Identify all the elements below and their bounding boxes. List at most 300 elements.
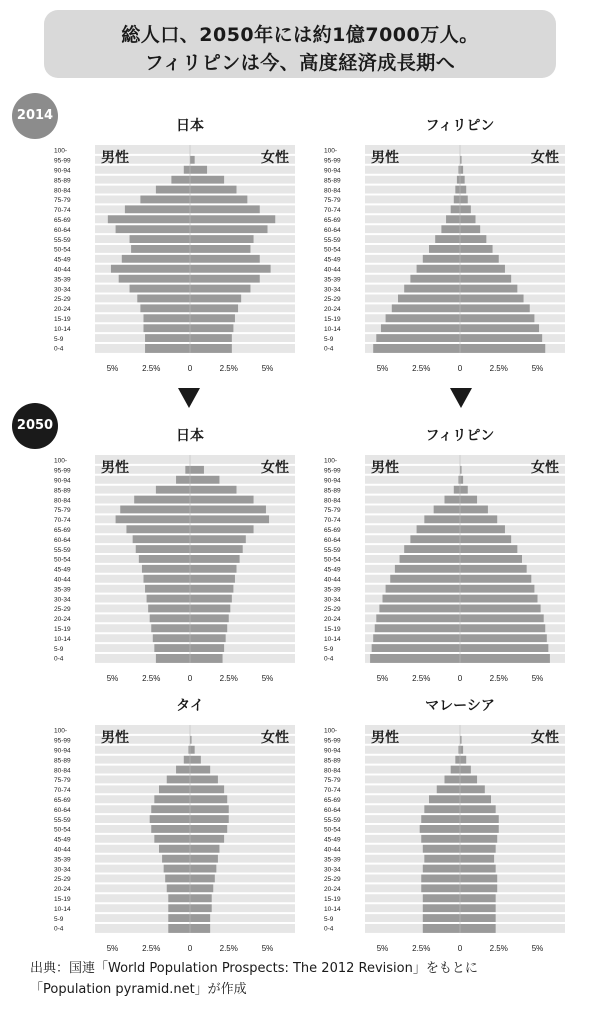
x-tick-label: 2.5%	[142, 363, 161, 373]
bar-female	[190, 165, 207, 175]
age-label: 50-54	[324, 556, 341, 564]
bar-male	[375, 623, 460, 633]
bar-male	[185, 465, 190, 475]
age-label: 5-9	[324, 645, 334, 653]
bar-male	[446, 214, 460, 224]
bar-female	[460, 495, 477, 505]
age-label: 25-29	[54, 876, 71, 884]
bar-female	[190, 794, 227, 804]
age-label: 30-34	[324, 286, 341, 294]
age-label: 20-24	[324, 306, 341, 314]
bar-male	[423, 254, 460, 264]
age-label: 55-59	[324, 236, 341, 244]
bar-male	[162, 854, 190, 864]
bar-male	[150, 814, 190, 824]
source-line-1: 出典：国連「World Population Prospects: The 2012 Revision」をもとに	[30, 961, 478, 976]
male-label: 男性	[371, 730, 399, 746]
bar-female	[460, 323, 539, 333]
bar-female	[460, 824, 499, 834]
bar-female	[460, 903, 496, 913]
age-label: 80-84	[324, 497, 341, 505]
age-label: 30-34	[324, 596, 341, 604]
female-label: 女性	[261, 460, 289, 476]
age-label: 30-34	[54, 596, 71, 604]
age-label: 10-14	[324, 905, 341, 913]
bar-male	[140, 303, 190, 313]
bar-female	[190, 883, 213, 893]
age-label: 85-89	[324, 487, 341, 495]
age-label: 60-64	[324, 226, 341, 234]
bar-male	[131, 244, 190, 254]
bar-female	[190, 755, 201, 765]
bar-female	[190, 294, 241, 304]
bar-female	[460, 653, 550, 663]
age-label: 60-64	[324, 536, 341, 544]
bar-female	[460, 633, 547, 643]
age-label: 0-4	[324, 345, 334, 353]
bar-male	[379, 604, 460, 614]
bar-male	[184, 165, 190, 175]
bar-male	[151, 623, 190, 633]
age-label: 65-69	[54, 217, 71, 225]
bar-male	[171, 175, 190, 185]
bar-male	[451, 765, 460, 775]
age-label: 55-59	[54, 236, 71, 244]
bar-male	[165, 874, 190, 884]
bar-female	[190, 175, 224, 185]
bar-female	[190, 214, 275, 224]
bar-male	[423, 844, 460, 854]
age-label: 90-94	[324, 167, 341, 175]
bar-male	[147, 594, 190, 604]
age-label: 80-84	[54, 767, 71, 775]
age-label: 75-79	[324, 507, 341, 515]
bar-male	[376, 613, 460, 623]
x-tick-label: 0	[457, 363, 463, 373]
age-label: 60-64	[324, 806, 341, 814]
age-label: 15-19	[324, 316, 341, 324]
bar-male	[153, 633, 190, 643]
bar-male	[372, 643, 460, 653]
female-label: 女性	[261, 730, 289, 746]
bar-male	[390, 574, 460, 584]
age-label: 45-49	[54, 836, 71, 844]
age-label: 85-89	[324, 177, 341, 185]
age-label: 45-49	[324, 566, 341, 574]
bar-male	[373, 343, 460, 353]
bar-male	[370, 653, 460, 663]
bar-female	[190, 804, 229, 814]
age-label: 95-99	[54, 737, 71, 745]
bar-male	[454, 195, 460, 205]
bar-male	[424, 514, 460, 524]
bar-female	[460, 303, 530, 313]
age-label: 55-59	[54, 816, 71, 824]
age-label: 0-4	[54, 345, 64, 353]
bar-female	[190, 313, 235, 323]
bar-male	[142, 564, 190, 574]
x-tick-label: 2.5%	[412, 673, 431, 683]
bar-male	[108, 214, 190, 224]
bar-female	[460, 195, 468, 205]
bar-female	[460, 284, 517, 294]
bar-female	[460, 485, 468, 495]
age-label: 80-84	[324, 187, 341, 195]
age-label: 20-24	[324, 886, 341, 894]
x-tick-label: 0	[187, 673, 193, 683]
age-label: 10-14	[324, 635, 341, 643]
bar-male	[154, 834, 190, 844]
bar-male	[445, 775, 461, 785]
bar-female	[190, 834, 224, 844]
bar-male	[421, 874, 460, 884]
bar-female	[190, 623, 227, 633]
bar-female	[460, 784, 485, 794]
x-tick-label: 2.5%	[489, 673, 508, 683]
age-label: 70-74	[54, 517, 71, 525]
age-label: 70-74	[54, 207, 71, 215]
bar-male	[119, 274, 190, 284]
age-label: 50-54	[54, 556, 71, 564]
age-label: 55-59	[324, 546, 341, 554]
bar-male	[451, 204, 460, 214]
bar-female	[190, 323, 233, 333]
headline-line-2: フィリピンは今、高度経済成長期へ	[144, 52, 456, 74]
age-label: 100-	[54, 727, 68, 735]
age-label: 80-84	[54, 187, 71, 195]
bar-male	[136, 544, 190, 554]
bar-male	[455, 185, 460, 195]
age-label: 50-54	[54, 246, 71, 254]
age-label: 15-19	[324, 896, 341, 904]
bar-female	[460, 333, 542, 343]
age-label: 65-69	[324, 217, 341, 225]
bar-female	[190, 874, 215, 884]
bar-female	[190, 224, 268, 234]
bar-male	[176, 475, 190, 485]
age-label: 45-49	[54, 566, 71, 574]
bar-female	[190, 254, 260, 264]
x-tick-label: 5%	[106, 673, 119, 683]
bar-male	[145, 584, 190, 594]
age-label: 30-34	[54, 866, 71, 874]
bar-female	[190, 913, 210, 923]
bar-male	[156, 185, 190, 195]
bar-female	[460, 274, 511, 284]
pyramid-malaysia-2050	[322, 692, 570, 953]
x-tick-label: 0	[187, 943, 193, 953]
bar-male	[125, 204, 190, 214]
age-label: 85-89	[54, 177, 71, 185]
age-label: 85-89	[324, 757, 341, 765]
bar-male	[168, 913, 190, 923]
x-tick-label: 5%	[106, 363, 119, 373]
bar-female	[190, 244, 250, 254]
x-tick-label: 0	[457, 943, 463, 953]
bar-female	[190, 465, 204, 475]
bar-male	[434, 505, 460, 515]
age-label: 30-34	[324, 866, 341, 874]
bar-female	[460, 343, 545, 353]
age-label: 65-69	[54, 527, 71, 535]
bar-male	[445, 495, 461, 505]
age-label: 20-24	[324, 616, 341, 624]
age-label: 0-4	[324, 655, 334, 663]
bar-female	[190, 204, 260, 214]
male-label: 男性	[101, 460, 129, 476]
bar-female	[190, 495, 254, 505]
bar-male	[159, 844, 190, 854]
age-label: 90-94	[324, 747, 341, 755]
age-label: 90-94	[324, 477, 341, 485]
age-label: 95-99	[54, 467, 71, 475]
x-tick-label: 5%	[261, 363, 274, 373]
bar-female	[190, 195, 247, 205]
age-label: 40-44	[324, 846, 341, 854]
bar-female	[460, 883, 497, 893]
bar-female	[460, 775, 477, 785]
bar-male	[133, 534, 190, 544]
age-label: 90-94	[54, 167, 71, 175]
bar-male	[383, 594, 461, 604]
bar-female	[460, 844, 496, 854]
bar-female	[190, 854, 218, 864]
bar-female	[190, 155, 195, 165]
bar-male	[167, 883, 190, 893]
bar-male	[435, 234, 460, 244]
bar-male	[151, 804, 190, 814]
bar-female	[190, 594, 232, 604]
pyramid-japan-2050	[52, 422, 300, 683]
bar-female	[190, 343, 232, 353]
bar-female	[460, 475, 463, 485]
bar-female	[460, 204, 471, 214]
x-tick-label: 5%	[531, 363, 544, 373]
x-tick-label: 2.5%	[412, 363, 431, 373]
x-tick-label: 5%	[376, 673, 389, 683]
bar-female	[190, 303, 238, 313]
age-label: 35-39	[324, 856, 341, 864]
bar-female	[460, 794, 491, 804]
bar-male	[441, 224, 460, 234]
year-badge-2050: 2050	[12, 403, 58, 449]
age-label: 95-99	[324, 737, 341, 745]
bar-female	[460, 574, 531, 584]
age-label: 10-14	[54, 635, 71, 643]
bar-female	[460, 623, 545, 633]
bar-male	[156, 485, 190, 495]
x-tick-label: 5%	[261, 673, 274, 683]
chart-title: マレーシア	[425, 698, 495, 714]
bar-male	[423, 923, 460, 933]
x-tick-label: 2.5%	[489, 943, 508, 953]
bar-male	[423, 893, 460, 903]
x-tick-label: 2.5%	[142, 943, 161, 953]
x-tick-label: 0	[457, 673, 463, 683]
bar-male	[164, 864, 190, 874]
age-label: 70-74	[324, 207, 341, 215]
bar-female	[190, 784, 224, 794]
x-tick-label: 2.5%	[219, 673, 238, 683]
bar-male	[400, 554, 460, 564]
x-tick-label: 5%	[106, 943, 119, 953]
bar-male	[150, 613, 190, 623]
age-label: 50-54	[324, 826, 341, 834]
bar-female	[460, 165, 463, 175]
headline-line-1: 総人口、2050年には約1億7000万人。	[121, 24, 479, 46]
bar-male	[421, 834, 460, 844]
bar-male	[421, 814, 460, 824]
bar-male	[376, 333, 460, 343]
bar-male	[168, 923, 190, 933]
bar-male	[423, 903, 460, 913]
age-label: 5-9	[54, 335, 64, 343]
x-tick-label: 5%	[376, 943, 389, 953]
age-label: 100-	[54, 147, 68, 155]
x-tick-label: 2.5%	[489, 363, 508, 373]
bar-male	[176, 765, 190, 775]
age-label: 70-74	[324, 787, 341, 795]
x-tick-label: 2.5%	[142, 673, 161, 683]
male-label: 男性	[101, 150, 129, 166]
bar-male	[144, 313, 191, 323]
bar-male	[395, 564, 460, 574]
bar-female	[460, 584, 534, 594]
bar-female	[460, 214, 476, 224]
age-label: 40-44	[54, 266, 71, 274]
age-label: 0-4	[54, 925, 64, 933]
bar-male	[404, 284, 460, 294]
bar-female	[460, 765, 471, 775]
bar-female	[190, 893, 212, 903]
age-label: 20-24	[54, 306, 71, 314]
age-label: 40-44	[324, 266, 341, 274]
bar-male	[429, 244, 460, 254]
pyramid-philippines-2014	[322, 112, 570, 373]
age-label: 100-	[324, 727, 338, 735]
bar-female	[190, 844, 219, 854]
bar-female	[460, 804, 496, 814]
bar-female	[460, 755, 466, 765]
bar-female	[190, 564, 237, 574]
age-label: 60-64	[54, 536, 71, 544]
age-label: 75-79	[324, 197, 341, 205]
bar-male	[184, 755, 190, 765]
age-label: 40-44	[54, 846, 71, 854]
age-label: 85-89	[54, 487, 71, 495]
bar-female	[190, 653, 223, 663]
age-label: 15-19	[54, 626, 71, 634]
female-label: 女性	[531, 730, 559, 746]
age-label: 95-99	[324, 157, 341, 165]
bar-male	[137, 294, 190, 304]
chart-title: フィリピン	[425, 428, 495, 444]
source-note	[30, 958, 585, 1000]
bar-female	[190, 824, 227, 834]
bar-female	[190, 765, 210, 775]
bar-female	[460, 254, 499, 264]
age-label: 5-9	[324, 335, 334, 343]
bar-male	[120, 505, 190, 515]
age-label: 65-69	[324, 797, 341, 805]
down-arrow-icon	[450, 388, 472, 408]
bar-male	[398, 294, 460, 304]
bar-female	[460, 923, 496, 933]
bar-male	[417, 524, 460, 534]
bar-female	[190, 514, 269, 524]
bar-female	[460, 594, 538, 604]
bar-female	[190, 333, 232, 343]
x-tick-label: 0	[187, 363, 193, 373]
age-label: 60-64	[54, 226, 71, 234]
bar-female	[460, 643, 548, 653]
bar-female	[190, 234, 254, 244]
age-label: 25-29	[324, 876, 341, 884]
age-label: 15-19	[54, 316, 71, 324]
bar-male	[373, 633, 460, 643]
chart-title: 日本	[176, 118, 204, 134]
age-label: 100-	[54, 457, 68, 465]
bar-female	[460, 294, 524, 304]
bar-female	[190, 475, 219, 485]
age-label: 0-4	[54, 655, 64, 663]
chart-title: 日本	[176, 428, 204, 444]
x-tick-label: 2.5%	[412, 943, 431, 953]
bar-female	[190, 544, 243, 554]
bar-female	[460, 604, 541, 614]
bar-female	[190, 604, 230, 614]
age-label: 45-49	[324, 256, 341, 264]
bar-male	[168, 903, 190, 913]
age-label: 10-14	[54, 905, 71, 913]
age-label: 60-64	[54, 806, 71, 814]
age-label: 25-29	[324, 606, 341, 614]
age-label: 5-9	[324, 915, 334, 923]
bar-female	[460, 514, 497, 524]
bar-female	[460, 814, 499, 824]
bar-female	[190, 485, 237, 495]
bar-female	[190, 534, 246, 544]
bar-female	[460, 544, 517, 554]
bar-female	[190, 633, 226, 643]
bar-male	[437, 784, 460, 794]
male-label: 男性	[371, 460, 399, 476]
age-label: 50-54	[54, 826, 71, 834]
bar-female	[460, 834, 497, 844]
age-label: 45-49	[324, 836, 341, 844]
bar-male	[404, 544, 460, 554]
female-label: 女性	[531, 460, 559, 476]
bar-female	[190, 554, 240, 564]
bar-female	[460, 224, 480, 234]
age-label: 65-69	[54, 797, 71, 805]
bar-female	[460, 554, 522, 564]
bar-male	[417, 264, 460, 274]
age-label: 20-24	[54, 886, 71, 894]
age-label: 25-29	[54, 296, 71, 304]
bar-male	[116, 224, 190, 234]
bar-male	[122, 254, 190, 264]
age-label: 10-14	[324, 325, 341, 333]
bar-male	[423, 913, 460, 923]
bar-male	[424, 804, 460, 814]
year-badge-2014: 2014	[12, 93, 58, 139]
x-tick-label: 2.5%	[219, 943, 238, 953]
bar-male	[145, 333, 190, 343]
bar-female	[460, 234, 486, 244]
bar-male	[457, 175, 460, 185]
age-label: 100-	[324, 457, 338, 465]
